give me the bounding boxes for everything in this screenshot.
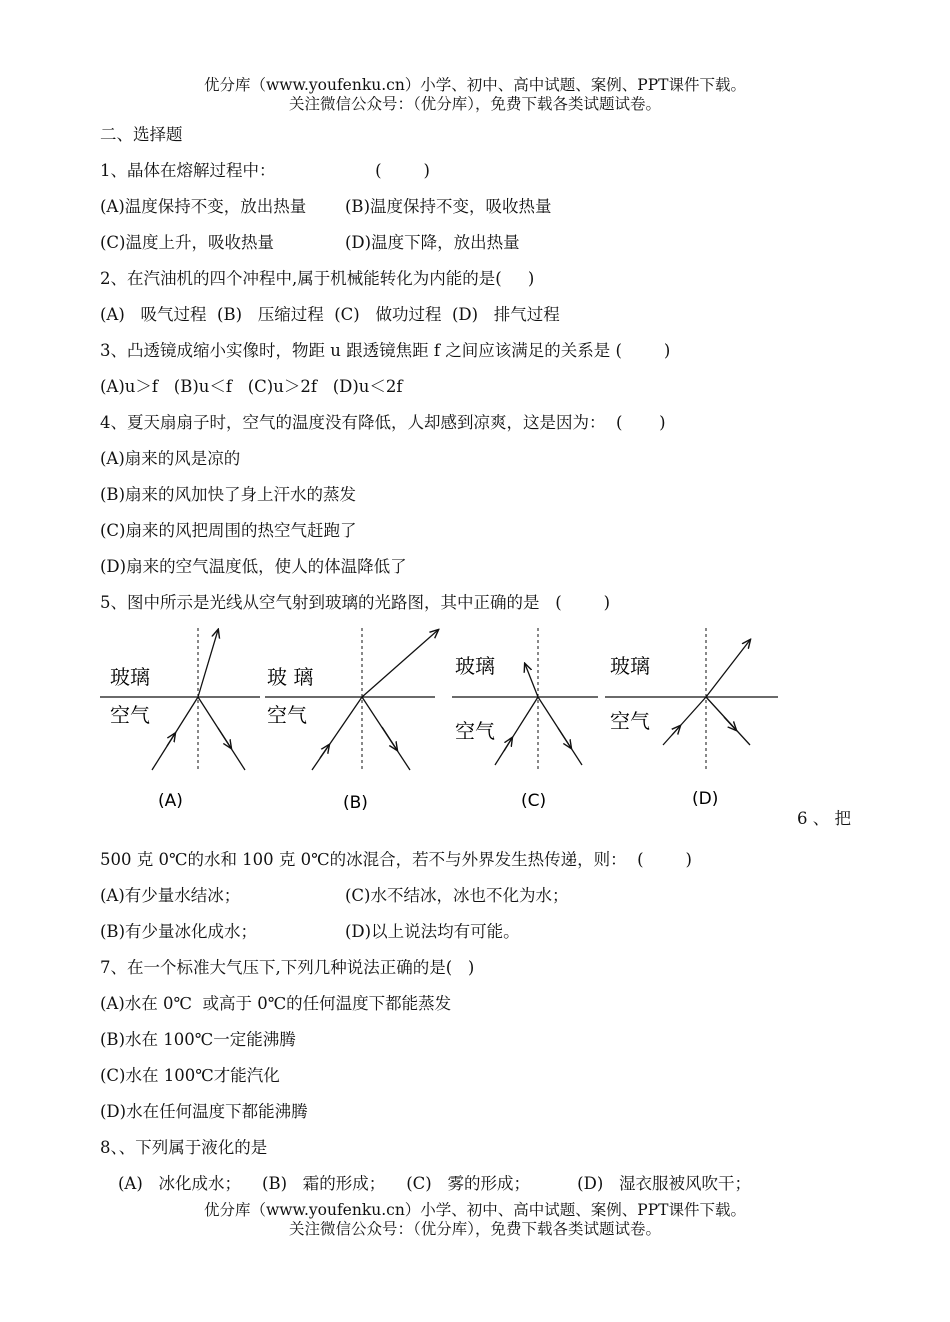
q6-option-c: (C)水不结冰，冰也不化为水；	[345, 886, 569, 905]
q7-stem: 7、在一个标准大气压下,下列几种说法正确的是( )	[100, 958, 475, 977]
caption-c: (C)	[521, 791, 547, 811]
glass-label-a: 玻璃	[110, 665, 150, 689]
q8-options: (A) 冰化成水； (B) 霜的形成； (C) 雾的形成； (D) 湿衣服被风吹干；	[118, 1174, 751, 1193]
header-line-2: 关注微信公众号：（优分库），免费下载各类试题试卷。	[288, 95, 661, 113]
q4-option-d: (D)扇来的空气温度低，使人的体温降低了	[100, 557, 407, 576]
glass-label-c: 玻璃	[455, 654, 495, 678]
q6-option-a: (A)有少量水结冰；	[100, 886, 241, 905]
air-label-c: 空气	[455, 719, 495, 743]
q6-option-d: (D)以上说法均有可能。	[345, 922, 520, 941]
air-label-b: 空气	[267, 703, 307, 727]
caption-a: (A)	[158, 791, 183, 811]
q2-options: (A) 吸气过程 (B) 压缩过程 (C) 做功过程 (D) 排气过程	[100, 305, 560, 324]
q7-option-a: (A)水在 0℃ 或高于 0℃的任何温度下都能蒸发	[100, 994, 452, 1013]
q7-option-d: (D)水在任何温度下都能沸腾	[100, 1102, 308, 1121]
q1-stem: 1、晶体在熔解过程中： ( )	[100, 161, 430, 180]
q4-option-a: (A)扇来的风是凉的	[100, 449, 241, 468]
q7-option-c: (C)水在 100℃才能汽化	[100, 1066, 280, 1085]
footer-line-1: 优分库（www.youfenku.cn）小学、初中、高中试题、案例、PPT课件下载。	[203, 1201, 747, 1219]
diagram-d	[605, 628, 778, 809]
q1-option-b: (B)温度保持不变，吸收热量	[345, 197, 552, 216]
glass-label-d: 玻璃	[610, 654, 650, 678]
refraction-diagrams-svg	[100, 620, 800, 820]
q3-stem: 3、凸透镜成缩小实像时，物距 u 跟透镜焦距 f 之间应该满足的关系是 ( )	[100, 341, 671, 360]
glass-label-b: 玻 璃	[267, 665, 314, 689]
air-label-d: 空气	[610, 709, 650, 733]
caption-b: (B)	[343, 793, 368, 813]
q7-option-b: (B)水在 100℃一定能沸腾	[100, 1030, 296, 1049]
section-title: 二、选择题	[100, 125, 183, 144]
q1-option-d: (D)温度下降，放出热量	[345, 233, 520, 252]
diagram-a	[100, 628, 260, 811]
refraction-figure	[100, 620, 800, 820]
caption-d: (D)	[692, 789, 719, 809]
q6-option-b: (B)有少量冰化成水；	[100, 922, 257, 941]
q5-stem: 5、图中所示是光线从空气射到玻璃的光路图，其中正确的是 ( )	[100, 593, 611, 612]
q4-stem: 4、夏天扇扇子时，空气的温度没有降低，人却感到凉爽，这是因为： ( )	[100, 413, 666, 432]
air-label-a: 空气	[110, 703, 150, 727]
diagram-b	[265, 628, 438, 813]
q3-options: (A)u＞f (B)u＜f (C)u＞2f (D)u＜2f	[100, 377, 403, 396]
q4-option-c: (C)扇来的风把周围的热空气赶跑了	[100, 521, 357, 540]
header-line-1: 优分库（www.youfenku.cn）小学、初中、高中试题、案例、PPT课件下载。	[203, 76, 747, 94]
q1-option-a: (A)温度保持不变，放出热量	[100, 197, 307, 216]
q8-stem: 8、、下列属于液化的是	[100, 1138, 268, 1157]
diagram-c	[452, 628, 598, 811]
q4-option-b: (B)扇来的风加快了身上汗水的蒸发	[100, 485, 356, 504]
footer-line-2: 关注微信公众号：（优分库），免费下载各类试题试卷。	[288, 1220, 661, 1238]
q2-stem: 2、在汽油机的四个冲程中,属于机械能转化为内能的是( )	[100, 269, 535, 288]
q6-number: 6 、 把	[797, 809, 851, 828]
q6-stem: 500 克 0℃的水和 100 克 0℃的冰混合，若不与外界发生热传递，则： ( )	[100, 850, 692, 869]
q1-option-c: (C)温度上升，吸收热量	[100, 233, 274, 252]
